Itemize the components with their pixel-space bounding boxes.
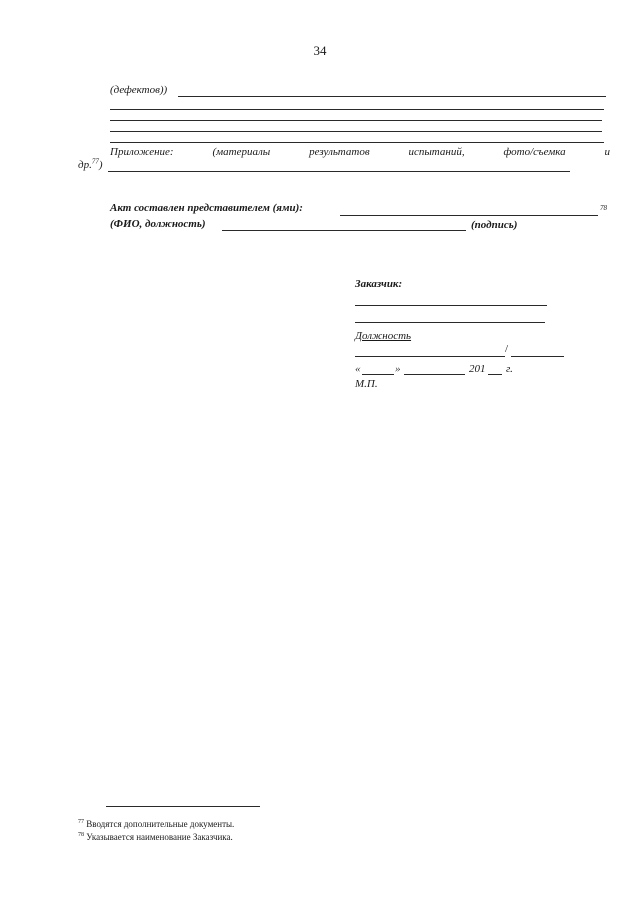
date-close-quote: » <box>395 363 401 375</box>
fio-position-line[interactable] <box>222 230 466 231</box>
customer-name-line-2[interactable] <box>355 322 545 323</box>
appendix-row <box>110 146 610 159</box>
footnote-number: 77 <box>78 819 84 825</box>
act-compiled-label: Акт составлен представителем (ями): <box>110 202 303 214</box>
defects-label: (дефектов)) <box>110 84 168 96</box>
appendix-word: Приложение: <box>110 146 174 158</box>
page-number: 34 <box>313 43 327 58</box>
footnote-number: 78 <box>78 832 84 838</box>
defects-fill-line-1[interactable] <box>178 96 606 97</box>
date-open-quote: « <box>355 363 361 375</box>
footnote-ref-78: 78 <box>600 204 607 212</box>
footnote-text: Вводятся дополнительные документы. <box>86 819 235 829</box>
customer-name-line-1[interactable] <box>355 305 547 306</box>
footnote-77 <box>78 819 234 830</box>
stamp-label: М.П. <box>355 378 378 390</box>
defects-fill-line-5[interactable] <box>110 142 604 143</box>
appendix-fill-line[interactable] <box>108 171 570 172</box>
footnote-ref-77: 77 <box>91 157 99 166</box>
date-month-line[interactable] <box>404 374 465 375</box>
appendix-word: испытаний, <box>408 146 465 158</box>
signature-label: (подпись) <box>471 219 518 231</box>
customer-position-label: Должность <box>355 330 412 342</box>
date-year-suffix: г. <box>506 363 513 375</box>
appendix-word: и <box>604 146 610 158</box>
date-year-prefix: 201 <box>469 363 486 375</box>
footnote-text: Указывается наименование Заказчика. <box>86 832 233 842</box>
signature-slash: / <box>505 343 509 355</box>
customer-title: Заказчик: <box>355 278 403 290</box>
defects-fill-line-2[interactable] <box>110 109 604 110</box>
act-representative-line[interactable] <box>340 215 598 216</box>
appendix-word: (материалы <box>212 146 271 158</box>
date-day-line[interactable] <box>362 374 394 375</box>
appendix-word: результатов <box>309 146 370 158</box>
fio-position-label: (ФИО, должность) <box>110 218 206 230</box>
customer-initials-line[interactable] <box>511 356 564 357</box>
date-year-line[interactable] <box>488 374 502 375</box>
appendix-continuation: др.$^{77}$) <box>78 157 103 171</box>
footnote-78 <box>78 832 233 843</box>
defects-fill-line-4[interactable] <box>110 131 602 132</box>
customer-signature-line[interactable] <box>355 356 505 357</box>
footnote-separator <box>106 806 260 807</box>
defects-fill-line-3[interactable] <box>110 120 602 121</box>
appendix-word: фото/съемка <box>503 146 566 158</box>
